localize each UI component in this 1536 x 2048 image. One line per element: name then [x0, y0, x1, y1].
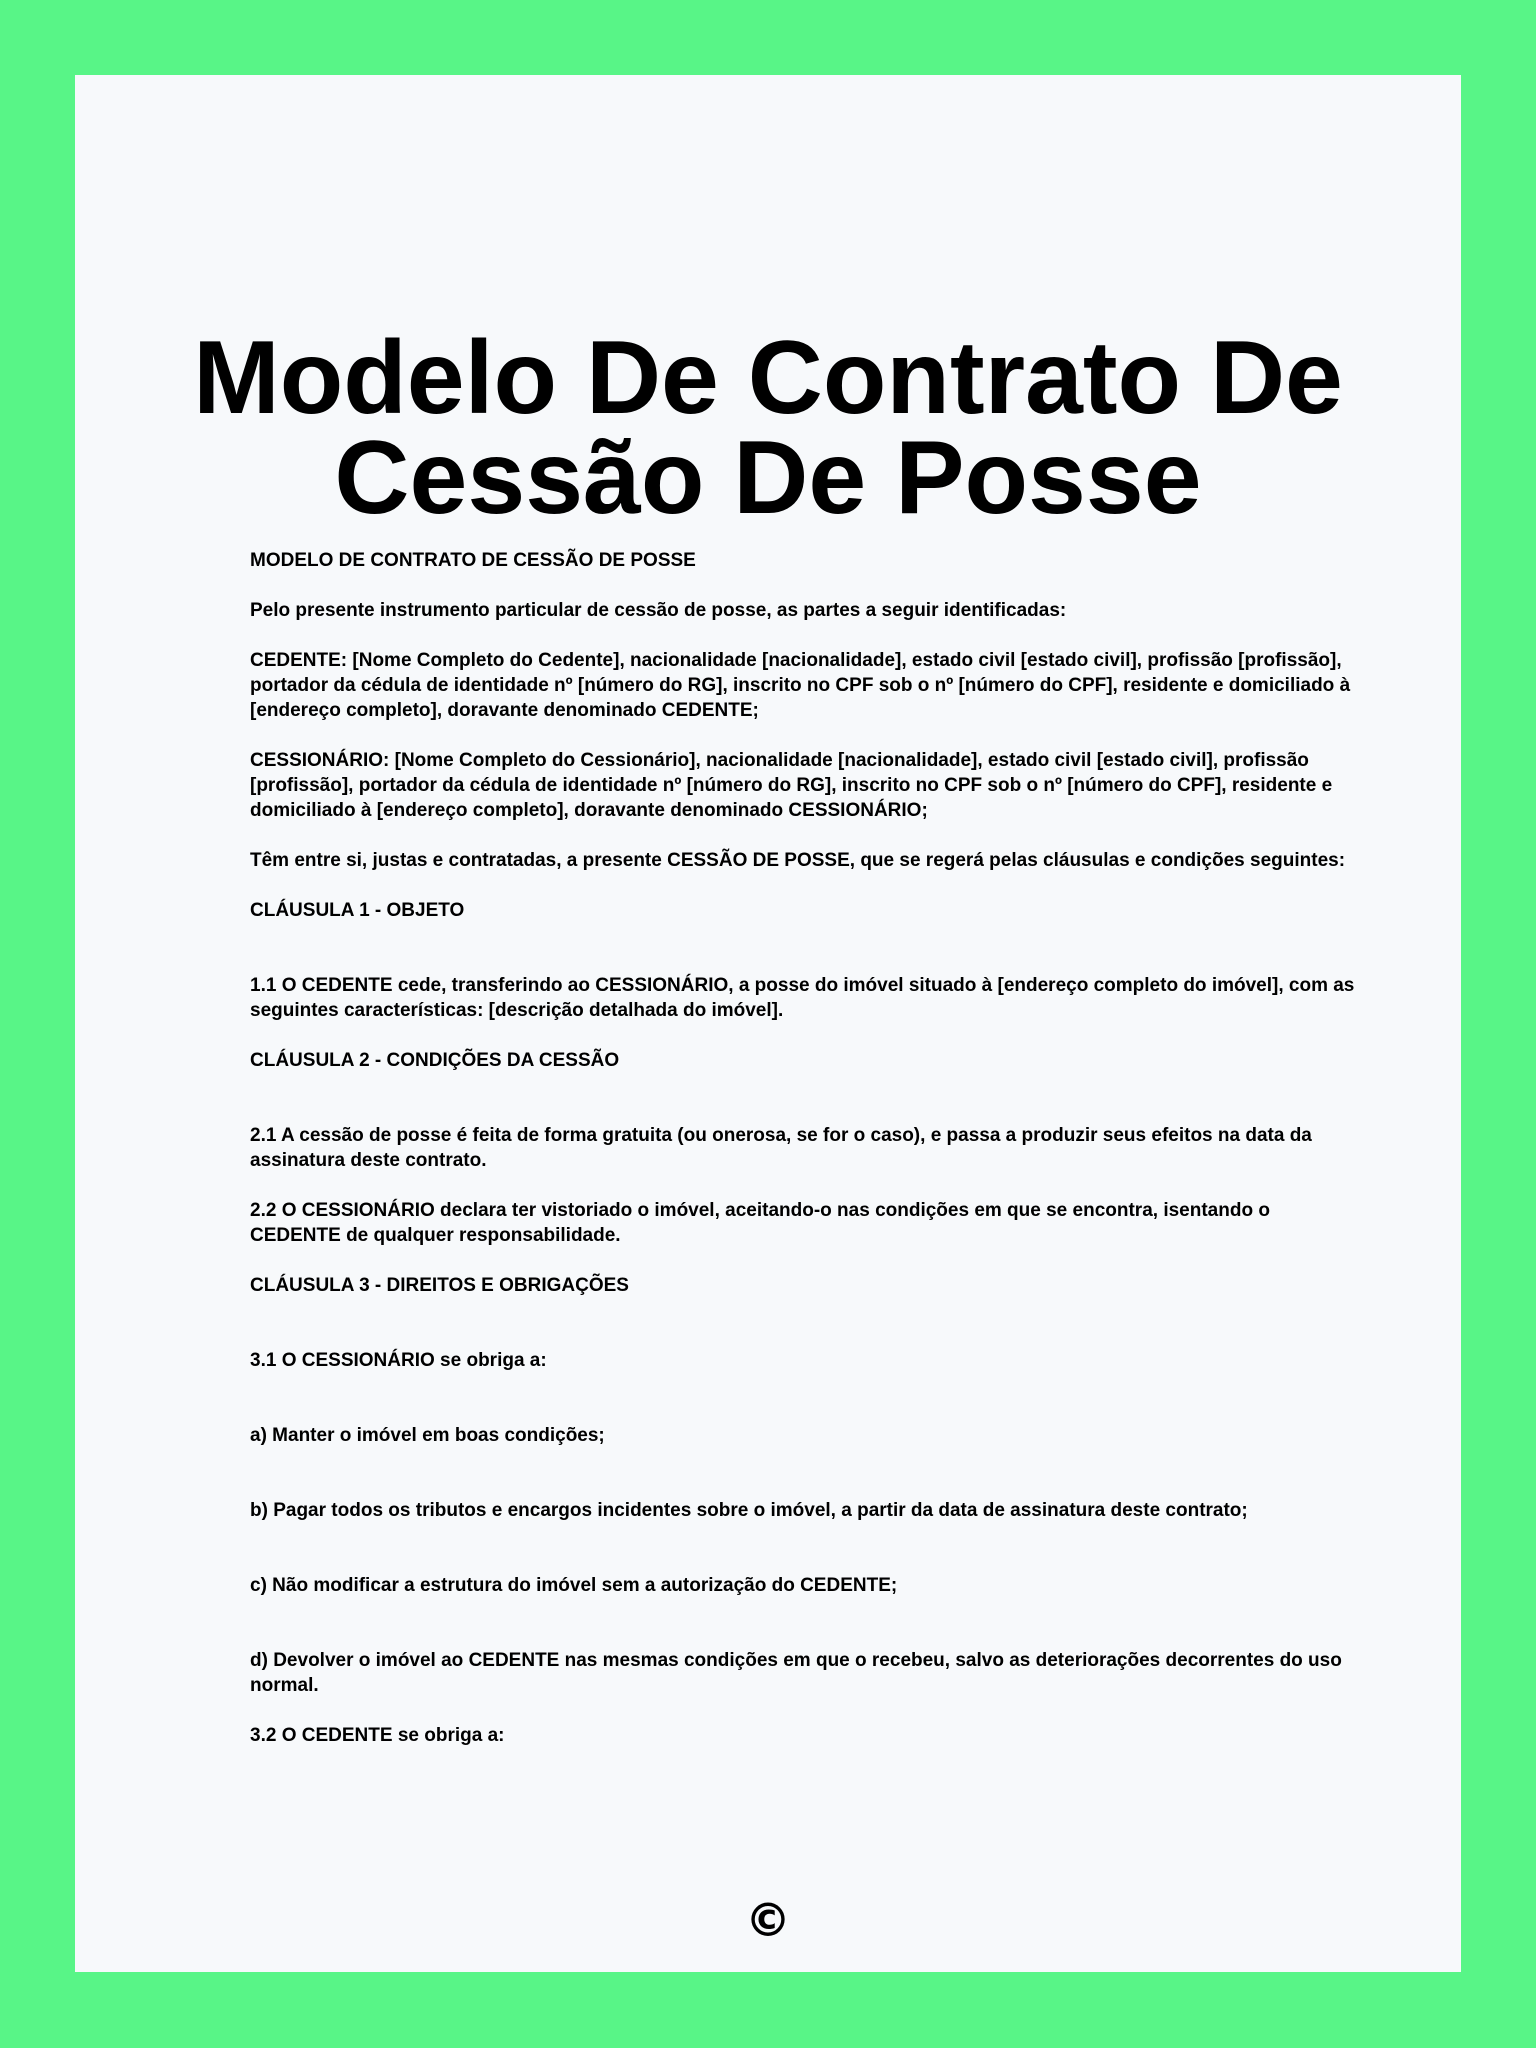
agreement-paragraph: Têm entre si, justas e contratadas, a presente CESSÃO DE POSSE, que se regerá pelas cláusulas e condições seguintes: — [250, 850, 1346, 871]
list-item-a: a) Manter o imóvel em boas condições; — [250, 1425, 605, 1446]
document-body — [250, 548, 1360, 1773]
document-heading: MODELO DE CONTRATO DE CESSÃO DE POSSE — [250, 550, 696, 571]
copyright-icon: © — [745, 1893, 791, 1947]
list-item-b: b) Pagar todos os tributos e encargos incidentes sobre o imóvel, a partir da data de assinatura deste contrato; — [250, 1500, 1248, 1521]
intro-paragraph: Pelo presente instrumento particular de cessão de posse, as partes a seguir identificadas: — [250, 600, 1067, 621]
clause-2-2: 2.2 O CESSIONÁRIO declara ter vistoriado o imóvel, aceitando-o nas condições em que se encontra, isentando o CEDENTE de qualquer responsabilidade. — [250, 1200, 1270, 1246]
clause-2-1: 2.1 A cessão de posse é feita de forma gratuita (ou onerosa, se for o caso), e passa a produzir seus efeitos na data da assinatura deste contrato. — [250, 1125, 1312, 1171]
clause-3-2: 3.2 O CEDENTE se obriga a: — [250, 1725, 505, 1746]
document-page — [75, 75, 1461, 1972]
clause-3-1: 3.1 O CESSIONÁRIO se obriga a: — [250, 1350, 547, 1371]
title-line-1: Modelo De Contrato De — [193, 320, 1343, 436]
clause-1-heading: CLÁUSULA 1 - OBJETO — [250, 900, 465, 921]
clause-1-1: 1.1 O CEDENTE cede, transferindo ao CESSIONÁRIO, a posse do imóvel situado à [endereço completo do imóvel], com as seguintes características: [descrição detalhada do imóvel]. — [250, 975, 1355, 1021]
clause-3-heading: CLÁUSULA 3 - DIREITOS E OBRIGAÇÕES — [250, 1275, 629, 1296]
cessionario-paragraph: CESSIONÁRIO: [Nome Completo do Cessionário], nacionalidade [nacionalidade], estado civil [estado civil], profissão [profissão], portador da cédula de identidade nº [número do RG], inscrito no CPF sob o nº [número do CPF], residente e domiciliado à [endereço completo], doravante denominado CESSIONÁRIO; — [250, 750, 1333, 821]
list-item-c: c) Não modificar a estrutura do imóvel sem a autorização do CEDENTE; — [250, 1575, 898, 1596]
title-line-2: Cessão De Posse — [334, 420, 1202, 536]
clause-2-heading: CLÁUSULA 2 - CONDIÇÕES DA CESSÃO — [250, 1050, 620, 1071]
document-title — [75, 320, 1461, 536]
cedente-paragraph: CEDENTE: [Nome Completo do Cedente], nacionalidade [nacionalidade], estado civil [estado civil], profissão [profissão], portador da cédula de identidade nº [número do RG], inscrito no CPF sob o nº [número do CPF], residente e domiciliado à [endereço completo], doravante denominado CEDENTE; — [250, 650, 1351, 721]
list-item-d: d) Devolver o imóvel ao CEDENTE nas mesmas condições em que o recebeu, salvo as deteriorações decorrentes do uso normal. — [250, 1650, 1342, 1696]
